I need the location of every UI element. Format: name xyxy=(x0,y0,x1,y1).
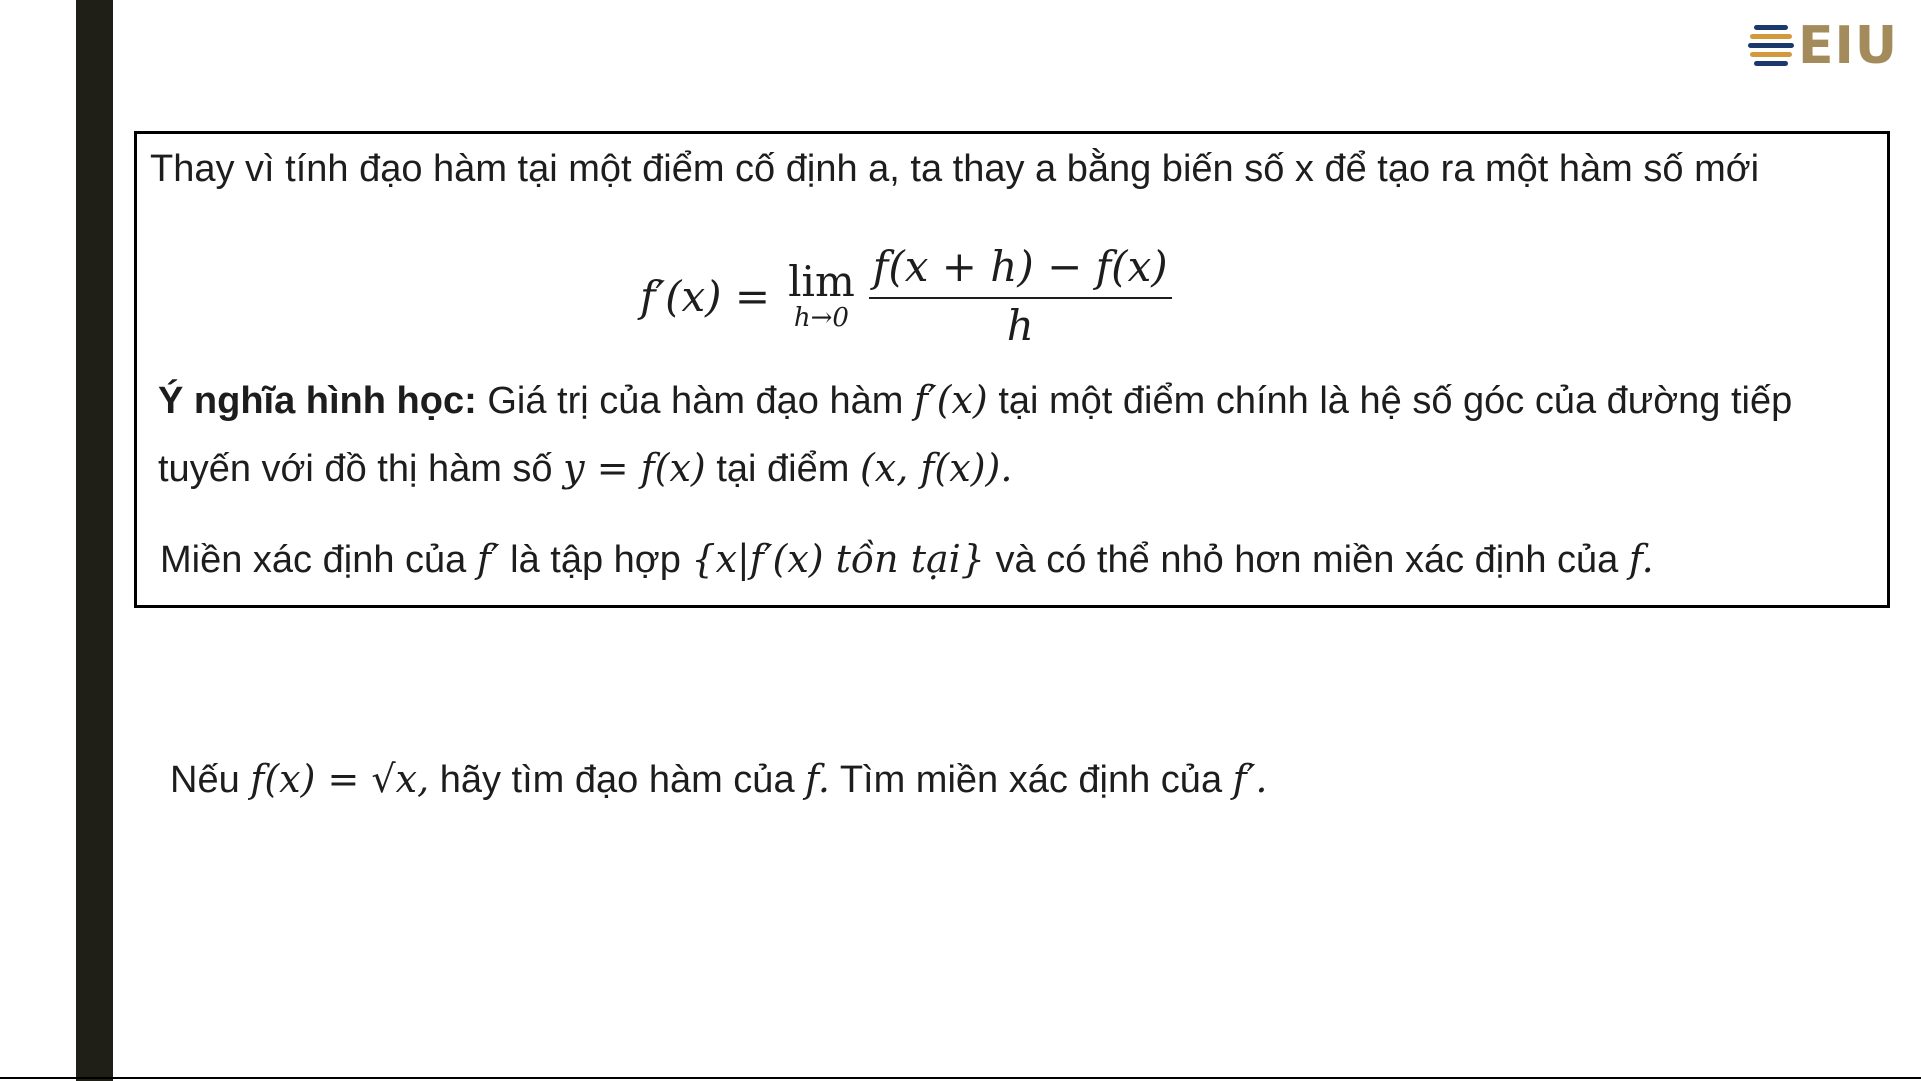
geometric-meaning-label: Ý nghĩa hình học: xyxy=(158,380,477,422)
exercise-line xyxy=(170,757,1267,802)
geometric-text1: Giá trị của hàm đạo hàm xyxy=(487,380,904,422)
eiu-logo xyxy=(1748,18,1908,74)
geometric-meaning-line2 xyxy=(158,446,1012,491)
geometric-math1: f′(x) xyxy=(913,378,988,422)
exercise-text3: Tìm miền xác định của xyxy=(839,759,1223,801)
eiu-logo-text: EIU xyxy=(1798,16,1899,76)
formula-numerator: f(x + h) − f(x) xyxy=(872,242,1168,291)
formula-lim-subscript: h→0 xyxy=(793,303,849,333)
formula-fraction xyxy=(869,242,1172,350)
exercise-text2: hãy tìm đạo hàm của xyxy=(439,759,795,801)
domain-text1: Miền xác định của xyxy=(160,539,467,581)
bottom-divider xyxy=(0,1077,1921,1079)
exercise-math2: f. xyxy=(805,757,830,801)
exercise-math3: f′. xyxy=(1232,757,1268,801)
formula-lim-text: lim xyxy=(788,257,855,306)
geometric-math2: y = f(x) xyxy=(563,446,706,490)
geometric-meaning-line1 xyxy=(158,378,1792,423)
domain-math2: {x|f′(x) tồn tại} xyxy=(691,537,985,581)
eiu-logo-mark xyxy=(1748,21,1794,71)
domain-math3: f. xyxy=(1628,537,1654,581)
left-accent-bar xyxy=(76,0,113,1081)
geometric-text4: tại điểm xyxy=(716,448,850,490)
domain-line xyxy=(160,537,1654,582)
geometric-math3: (x, f(x)). xyxy=(859,446,1013,490)
derivative-formula xyxy=(640,236,1172,356)
formula-lhs: f′(x) = xyxy=(640,271,771,321)
geometric-text3: tuyến với đồ thị hàm số xyxy=(158,448,553,490)
exercise-text1: Nếu xyxy=(170,759,240,801)
formula-limit xyxy=(788,257,855,333)
geometric-text2: tại một điểm chính là hệ số góc của đường tiếp xyxy=(998,380,1793,422)
domain-math1: f′ xyxy=(476,537,500,581)
domain-text2: là tập hợp xyxy=(510,539,681,581)
exercise-math1: f(x) = √x, xyxy=(250,757,430,801)
intro-text: Thay vì tính đạo hàm tại một điểm cố định a, ta thay a bằng biến số x để tạo ra một hàm số mới xyxy=(150,148,1760,190)
formula-denominator: h xyxy=(1006,301,1034,350)
domain-text3: và có thể nhỏ hơn miền xác định của xyxy=(995,539,1619,581)
